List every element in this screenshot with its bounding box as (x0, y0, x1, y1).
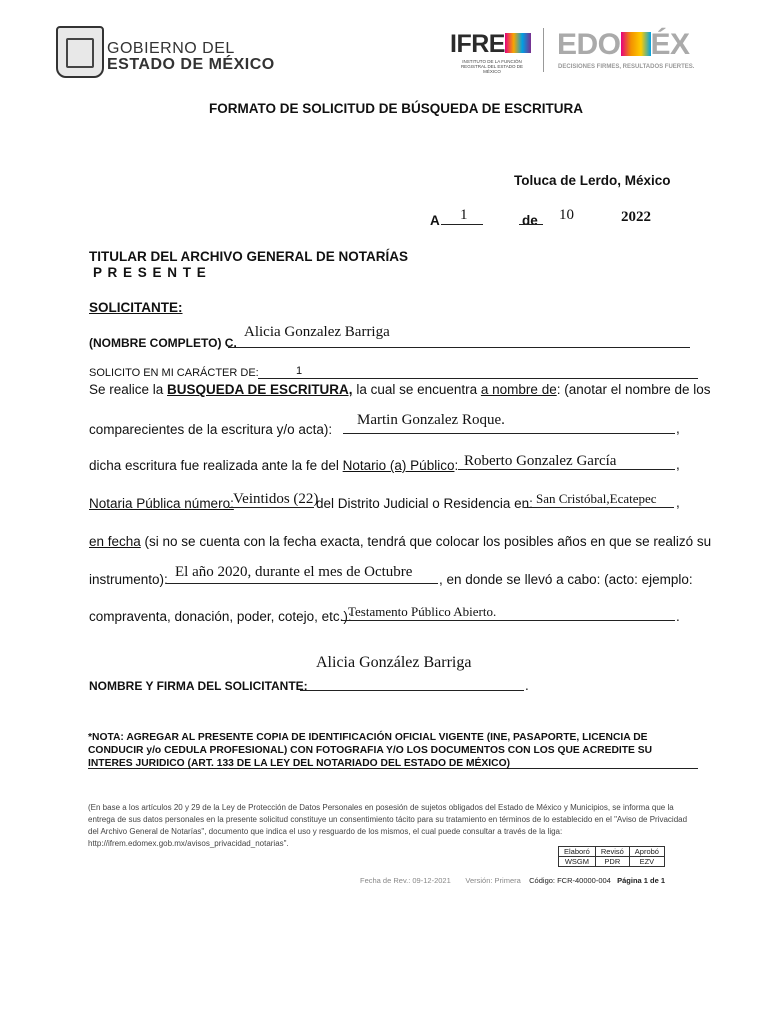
distrito-label: del Distrito Judicial o Residencia en: (316, 496, 533, 511)
fecha-label: en fecha (si no se cuenta con la fecha exacta, tendrá que colocar los posibles años en que se realizó su (89, 534, 712, 549)
date-label-de: de (522, 213, 538, 228)
notaria-label: Notaria Pública número: (89, 496, 234, 511)
nombre-label: (NOMBRE COMPLETO) C. (89, 336, 237, 350)
notaria-value[interactable]: Veintidos (22) (233, 491, 319, 507)
page-number: Página 1 de 1 (617, 876, 666, 885)
ifrem-logo-mark (505, 33, 531, 53)
date-label-a: A (430, 213, 440, 228)
ifrem-logo: IFRE (450, 30, 531, 59)
solicitante-heading: SOLICITANTE: (89, 300, 183, 315)
caracter-line (258, 378, 698, 379)
comma-3: , (676, 495, 680, 510)
distrito-line (524, 507, 674, 508)
comma-2: , (676, 457, 680, 472)
period-2: . (525, 678, 529, 693)
comma-1: , (676, 421, 680, 436)
privacy-notice: (En base a los artículos 20 y 29 de la Ley de Protección de Datos Personales en posesión de sujetos obligados del Estado de México y Municipios, se informa que la entrega de sus datos personales en la presente solicitud constituye un consentimiento tácito para su tratamiento en términos de lo establecido en el "Aviso de Privacidad del Archivo General de Notarías", documento que indica el uso y resguardo de los mismos, el cual puede consultar a través de la liga: http://ifrem.edomex.gob.mx/avisos_privacidad_notarias". (88, 803, 688, 848)
version-text: Versión: Primera (465, 876, 521, 885)
acto-value[interactable]: Testamento Público Abierto. (348, 604, 497, 619)
acto-line (342, 620, 675, 621)
approval-value: PDR (595, 857, 629, 867)
approval-table (558, 846, 665, 867)
signature-label: NOMBRE Y FIRMA DEL SOLICITANTE: (89, 679, 308, 693)
edomex-logo: EDO ÉX (557, 28, 690, 61)
instrumento-label: instrumento): (89, 572, 168, 587)
caracter-value[interactable]: 1 (296, 365, 303, 377)
edomex-slogan: DECISIONES FIRMES, RESULTADOS FUERTES. (558, 64, 695, 70)
nota-underline (88, 768, 698, 769)
approval-header: Revisó (595, 847, 629, 857)
gov-logo-line1: GOBIERNO DEL (107, 40, 235, 57)
fecha-revision: Fecha de Rev.: 09-12-2021 (360, 876, 451, 885)
form-title: FORMATO DE SOLICITUD DE BÚSQUEDA DE ESCRITURA (209, 101, 584, 116)
nombre-value[interactable]: Alicia Gonzalez Barriga (244, 324, 390, 340)
edomex-logo-mark (621, 32, 651, 56)
day-value[interactable]: 1 (460, 207, 468, 223)
distrito-value[interactable]: San Cristóbal,Ecatepec (536, 491, 657, 506)
notario-label: dicha escritura fue realizada ante la fe del Notario (a) Público: (89, 458, 459, 473)
month-value[interactable]: 10 (559, 207, 574, 223)
caracter-label: SOLICITO EN MI CARÁCTER DE: (89, 367, 259, 379)
approval-value: EZV (629, 857, 664, 867)
instrumento-line (166, 583, 438, 584)
signature-line (300, 690, 524, 691)
nombre-line (228, 347, 690, 348)
paragraph-line1: Se realice la BUSQUEDA DE ESCRITURA, la cual se encuentra a nombre de: (anotar el nombre de los (89, 382, 711, 397)
acto-label: , en donde se llevó a cabo: (acto: ejemplo: (439, 572, 693, 587)
addressee-line2: P R E S E N T E (93, 265, 207, 280)
approval-value: WSGM (559, 857, 596, 867)
instrumento-value[interactable]: El año 2020, durante el mes de Octubre (175, 564, 413, 580)
day-line (441, 224, 483, 225)
nota-text: *NOTA: AGREGAR AL PRESENTE COPIA DE IDENTIFICACIÓN OFICIAL VIGENTE (INE, PASAPORTE, LICENCIA DE CONDUCIR y/o CEDULA PROFESIONAL) CON FOTOGRAFIA Y/O LOS DOCUMENTOS CON LOS QUE ACREDITE SU INTERES JURIDICO (ART. 133 DE LA LEY DEL NOTARIADO DEL ESTADO DE MÉXICO) (88, 732, 653, 769)
de-line (519, 224, 543, 225)
comparecientes-value[interactable]: Martin Gonzalez Roque. (357, 412, 505, 428)
addressee-line1: TITULAR DEL ARCHIVO GENERAL DE NOTARÍAS (89, 249, 409, 264)
gov-logo-line2: ESTADO DE MÉXICO (107, 56, 275, 73)
state-seal-logo (56, 26, 104, 78)
signature-name[interactable]: Alicia González Barriga (316, 654, 472, 671)
acto-ejemplo-label: compraventa, donación, poder, cotejo, etc.): (89, 609, 352, 624)
notario-value[interactable]: Roberto Gonzalez García (464, 453, 617, 469)
comparecientes-line (343, 433, 675, 434)
comparecientes-label: comparecientes de la escritura y/o acta): (89, 422, 333, 437)
codigo-text: Código: FCR-40000-004 (529, 876, 611, 885)
period-1: . (676, 609, 680, 624)
place-text: Toluca de Lerdo, México (514, 173, 671, 188)
approval-header: Elaboró (559, 847, 596, 857)
approval-header: Aprobó (629, 847, 664, 857)
logo-divider (543, 28, 544, 72)
year-value[interactable]: 2022 (621, 209, 651, 225)
ifrem-subtitle: INSTITUTO DE LA FUNCIÓN REGISTRAL DEL ESTADO DE MÉXICO (460, 59, 524, 74)
document-footer (360, 876, 665, 885)
